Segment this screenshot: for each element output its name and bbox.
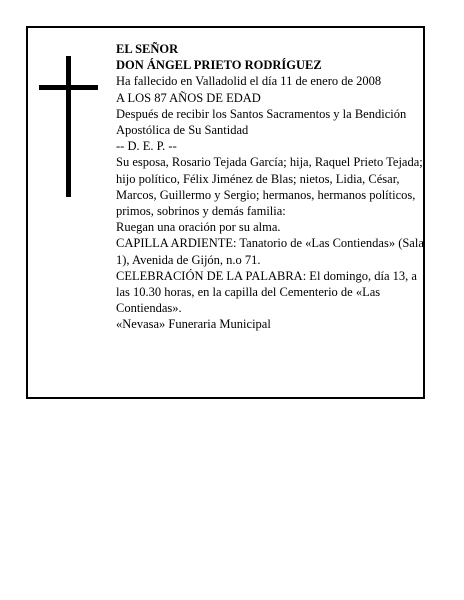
obituary-notice [26,26,425,399]
age-line: A LOS 87 AÑOS DE EDAD [116,90,261,105]
family-list: Su esposa, Rosario Tejada García; hija, Raquel Prieto Tejada; hijo político, Félix Jiménez de Blas; nietos, Lidia, César, Marcos, Guillermo y Sergio; hermanos, hermanos políticos, primos, sobrinos y demás familia: [116,155,423,219]
notice-title-line-1: EL SEÑOR [116,42,179,56]
deceased-name: DON ÁNGEL PRIETO RODRÍGUEZ [116,58,322,73]
sacraments-line: Después de recibir los Santos Sacramentos y la Bendición Apostólica de Su Santidad [116,106,407,138]
funeral-home: «Nevasa» Funeraria Municipal [116,317,271,332]
cross-horizontal-bar [39,85,98,90]
death-details: Ha fallecido en Valladolid el día 11 de enero de 2008 [116,74,382,89]
cross-vertical-bar [66,56,71,197]
rip-line: -- D. E. P. -- [116,139,177,154]
ceremony-info: CELEBRACIÓN DE LA PALABRA: El domingo, día 13, a las 10.30 horas, en la capilla del Cementerio de «Las Contiendas». [116,268,417,316]
notice-text [116,41,426,333]
prayer-request: Ruegan una oración por su alma. [116,220,281,235]
chapel-info: CAPILLA ARDIENTE: Tanatorio de «Las Contiendas» (Sala 1), Avenida de Gijón, n.o 71. [116,236,424,267]
